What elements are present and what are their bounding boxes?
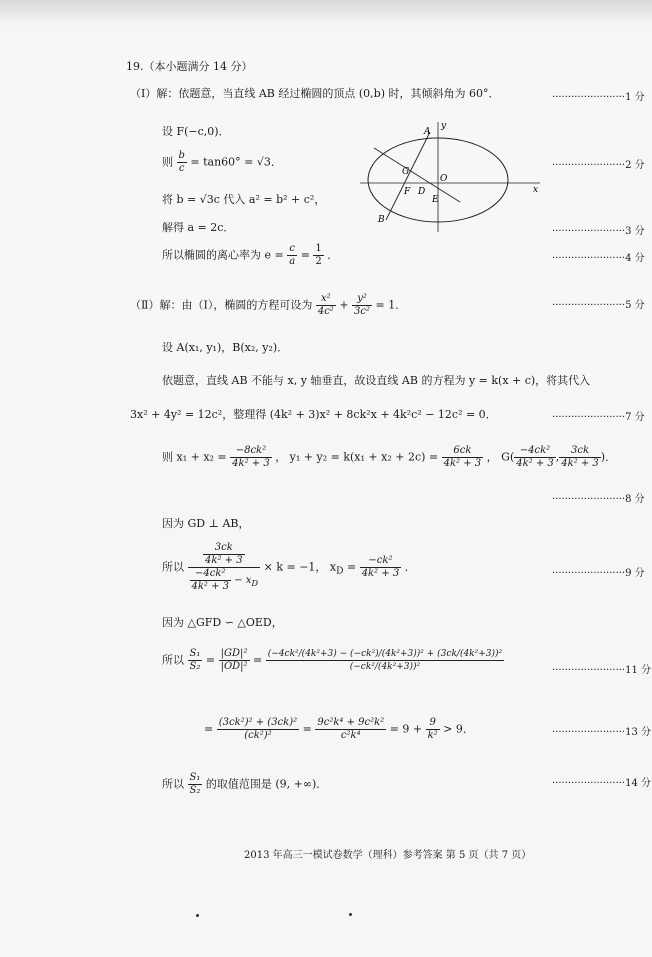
problem-header: 19.（本小题满分 14 分） — [126, 60, 253, 73]
label-d: D — [418, 187, 426, 197]
part1-line4: 解得 a = 2c． — [162, 221, 235, 234]
scan-speck — [349, 913, 352, 916]
part1-intro: （Ⅰ）解：依题意，当直线 AB 经过椭圆的顶点 (0,b) 时，其倾斜角为 60°． — [130, 87, 500, 100]
score-9: ·······················9 分 — [552, 568, 645, 579]
score-1: ·······················1 分 — [552, 92, 645, 103]
page-footer: 2013 年高三一模试卷数学（理科）参考答案 第 5 页（共 7 页） — [244, 850, 532, 861]
part1-line3: 将 b = √3c 代入 a² = b² + c²， — [162, 193, 326, 206]
part2-substitution: 3x² + 4y² = 12c²，整理得 (4k² + 3)x² + 8ck²x + 4k²c² − 12c² = 0． — [130, 408, 497, 421]
label-e: E — [432, 195, 439, 205]
part2-perpendicular: 因为 GD ⊥ AB， — [162, 517, 250, 530]
score-8: ·······················8 分 — [552, 494, 645, 505]
label-f: F — [404, 187, 411, 197]
part1-line2: 则 $\frac{b}{c}$ = tan60° = √3． — [162, 150, 282, 174]
label-x: x — [533, 185, 539, 195]
ellipse-figure — [360, 118, 550, 238]
label-g: G — [402, 167, 410, 177]
part2-similar-triangles: 因为 △GFD ∽ △OED， — [162, 616, 283, 629]
part1-line5: 所以椭圆的离心率为 e = $\frac{c}{a}$ = $\frac{1}{2}$ ． — [162, 243, 339, 267]
part2-slope-condition: 所以 $\frac{3ck}{\text{4k² + 3}}$ $\frac{\text{−4ck²}}{\text{4k² + 3}}$ − $x_D$ × k = −1， $x_D$ = $\frac{\text{−ck²}}{\text{4k² + 3}}$ ． — [162, 542, 416, 592]
part2-simplification: = $\frac{\text{(3ck²)² + (3ck)²}}{\text{(ck²)²}}$ = $\frac{\text{9c²k⁴ + 9c²k²}}{\text{c²k⁴}}$ = 9 + $\frac{9}{\text{k²}}$ > 9． — [204, 717, 474, 741]
score-14: ·······················14 分 — [552, 778, 652, 789]
score-2: ·······················2 分 — [552, 160, 645, 171]
part2-set-points: 设 A(x₁, y₁)，B(x₂, y₂)． — [162, 341, 289, 354]
part2-line-equation: 依题意，直线 AB 不能与 x, y 轴垂直，故设直线 AB 的方程为 y = k(x + c)，将其代入 — [162, 374, 591, 387]
scan-top-shadow — [0, 0, 652, 22]
score-3: ·······················3 分 — [552, 226, 645, 237]
label-a: A — [424, 127, 431, 137]
part2-area-ratio: 所以 $\frac{\text{S₁}}{\text{S₂}}$ = $\frac{\text{|GD|²}}{\text{|OD|²}}$ = $\frac{\text{(−4ck²/(4k²+3) − (−ck²)/(4k²+3))² + (3ck/(4k²+3))²}}{\text{(−ck²/(4k²+3))²}}$ — [162, 648, 503, 672]
part2-conclusion: 所以 $\frac{\text{S₁}}{\text{S₂}}$ 的取值范围是 (9, +∞)． — [162, 772, 328, 796]
part2-vieta-sums: 则 x₁ + x₂ = $\frac{\text{−8ck²}}{\text{4k² + 3}}$ ， y₁ + y₂ = k(x₁ + x₂ + 2c) = $\frac{6ck}{\text{4k² + 3}}$ ， G( $\frac{\text{−4ck²}}{\text{4k² + 3}}$ , $\frac{3ck}{\text{4k² + 3}}$ )． — [162, 445, 617, 469]
score-4: ·······················4 分 — [552, 253, 645, 264]
score-11: ·······················11 分 — [552, 665, 652, 676]
part1-line1: 设 F(−c,0)． — [162, 125, 230, 138]
score-13: ·······················13 分 — [552, 727, 652, 738]
part2-intro: （Ⅱ）解：由（Ⅰ），椭圆的方程可设为 $\frac{\text{x²}}{\text{4c²}}$ + $\frac{\text{y²}}{\text{3c²}}$ = 1． — [130, 293, 407, 317]
label-y: y — [441, 121, 447, 131]
score-7: ·······················7 分 — [552, 412, 645, 423]
score-5: ·······················5 分 — [552, 300, 645, 311]
scan-speck — [196, 914, 199, 917]
label-b: B — [378, 215, 385, 225]
label-o: O — [440, 174, 448, 184]
